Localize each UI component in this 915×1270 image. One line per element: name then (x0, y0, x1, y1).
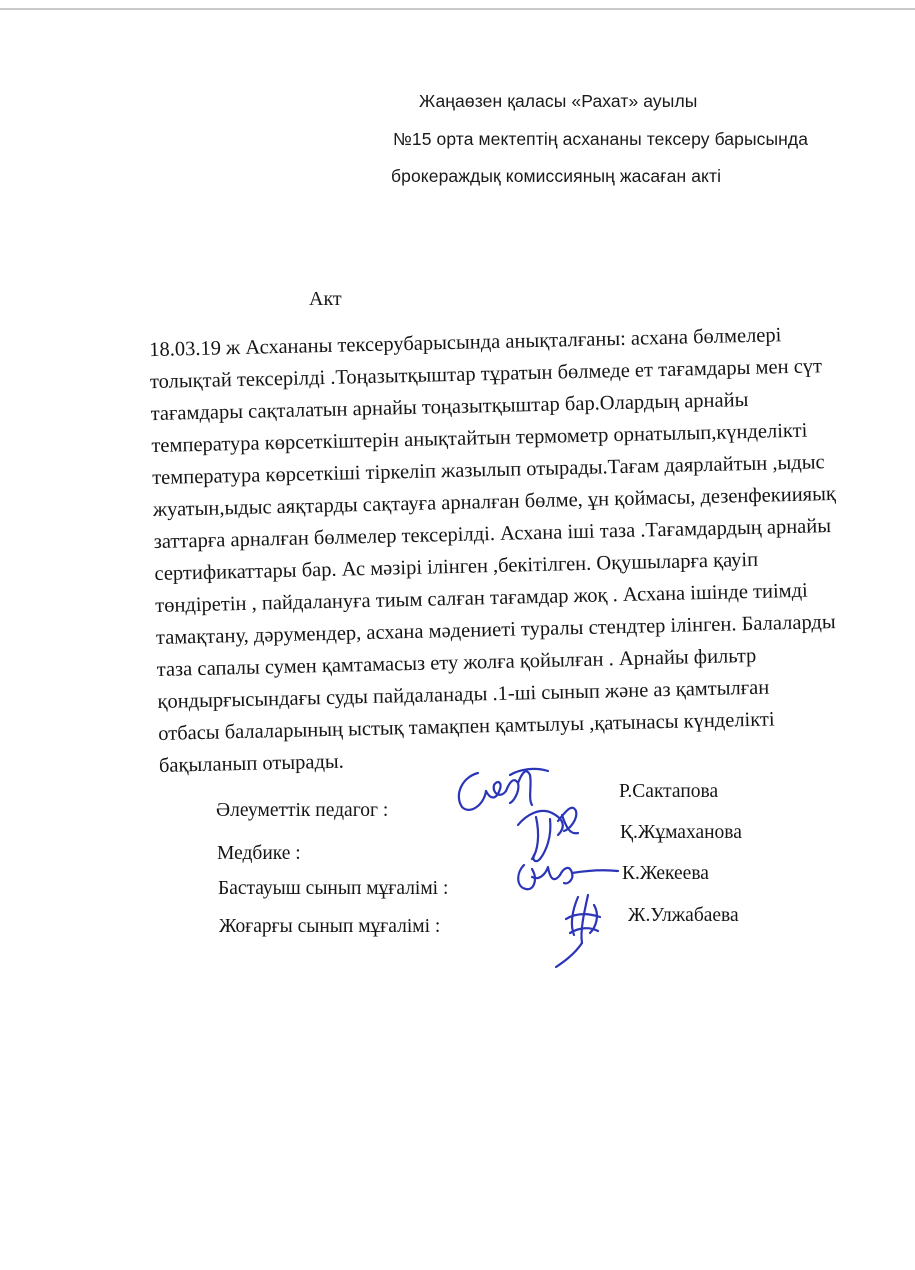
header-line-1: Жаңаөзен қаласы «Рахат» ауылы (419, 91, 698, 111)
act-body-line: төндіретін , пайдалануға тиым салған тағамдар жоқ . Асхана ішінде тиімді (154, 579, 809, 618)
act-body (110, 282, 870, 777)
act-body-line: отбасы балаларының ыстық тамақпен қамтылуы ,қатынасы күнделікті (157, 708, 775, 745)
act-title: Акт (309, 288, 342, 310)
signatory-role-social-pedagogue: Әлеуметтік педагог : (216, 800, 389, 821)
act-body-line: жуатын,ыдыс аяқтарды сақтауға арналған бөлме, ұн қоймасы, дезенфекиияық (152, 482, 837, 522)
handwritten-signatures (440, 755, 650, 975)
act-body-line: қондырғысындағы суды пайдаланады .1-ші сынып және аз қамтылған (157, 676, 770, 713)
act-body-line: температура көрсеткіші тіркеліп жазылып отырады.Тағам даярлайтын ,ыдыс (151, 451, 825, 490)
header-line-2: №15 орта мектептің асхананы тексеру барысында (393, 129, 809, 149)
act-body-line: температура көрсеткіштерін анықтайтын термометр орнатылып,күнделікті (151, 419, 808, 458)
act-body-line: заттарға арналған бөлмелер тексерілді. Асхана іші таза .Тағамдардың арнайы (153, 515, 832, 554)
act-body-line: сертификаттары бар. Ас мәзірі ілінген ,бекітілген. Оқушыларға қауіп (154, 548, 759, 586)
act-body-line: толықтай тексерілді .Тоңазытқыштар тұратын бөлмеде ет тағамдары мен сүт (149, 355, 823, 394)
act-body-line: тамақтану, дәрумендер, асхана мәдениеті туралы стендтер ілінген. Балаларды (155, 610, 836, 650)
signatory-name-zhumakhanova: Қ.Жұмаханова (620, 822, 742, 843)
signatory-role-nurse: Медбике : (217, 843, 301, 864)
signatory-name-saktapova: Р.Сактапова (619, 781, 719, 802)
signatory-role-primary-teacher: Бастауыш сынып мұғалімі : (218, 878, 449, 899)
signature-3 (518, 865, 618, 889)
signatory-role-senior-teacher: Жоғарғы сынып мұғалімі : (219, 916, 441, 937)
header-line-3: брокераждық комиссияның жасаған акті (391, 166, 722, 186)
signature-2 (518, 808, 578, 861)
act-body-line: 18.03.19 ж Асхананы тексерубарысында анықталғаны: асхана бөлмелері (148, 324, 782, 362)
page-top-edge-line (0, 8, 915, 10)
signature-1 (459, 769, 548, 810)
act-body-line: бақыланып отырады. (158, 750, 345, 777)
act-body-line: таза сапалы сумен қамтамасыз ету жолға қойылған . Арнайы фильтр (156, 644, 757, 681)
signature-4 (556, 895, 600, 967)
act-body-line: тағамдары сақталатын арнайы тоңазытқыштар бар.Олардың арнайы (150, 388, 749, 426)
signatory-name-ulzhabaeva: Ж.Улжабаева (628, 905, 739, 926)
signatory-name-zhekeeva: К.Жекеева (622, 863, 709, 884)
